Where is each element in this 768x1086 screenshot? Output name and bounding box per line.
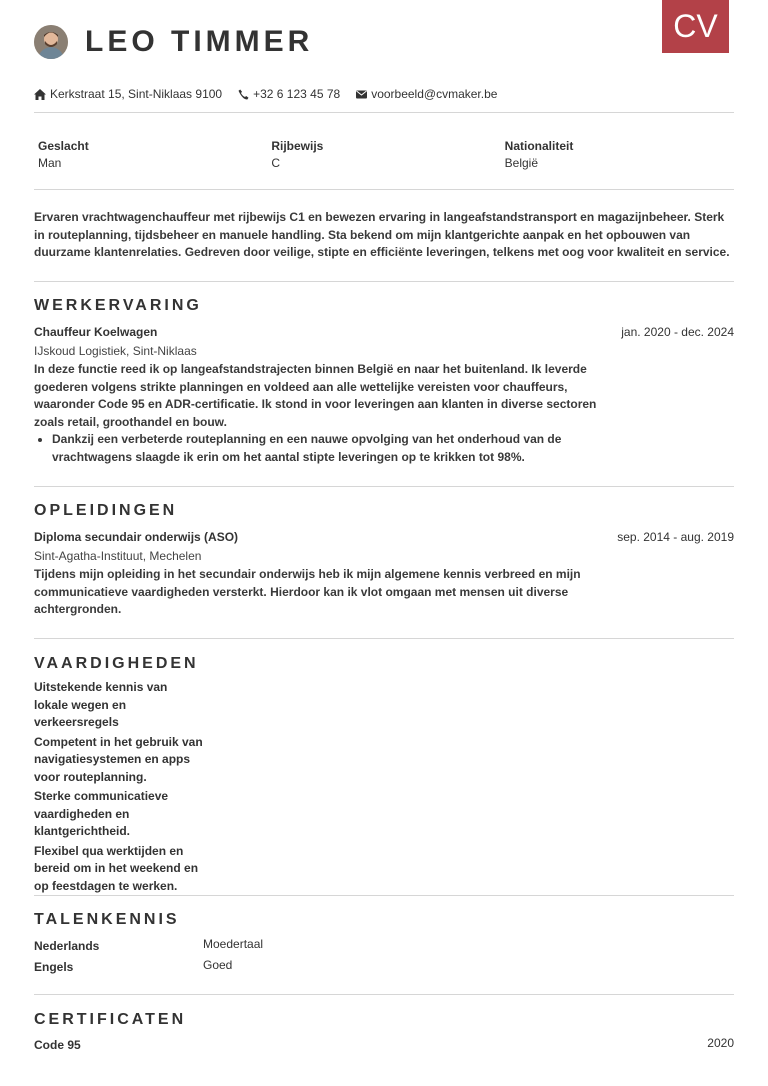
- job-bullet: • Dankzij een verbeterde routeplanning en een nauwe opvolging van het onderhoud van de vrachtwagens slaagde ik erin om het aantal stipte leveringen op te krikken tot 98%.: [52, 431, 632, 466]
- detail-label: Nationaliteit: [504, 139, 574, 153]
- contact-phone: [238, 87, 340, 101]
- education-school: Sint-Agatha-Instituut, Mechelen: [34, 549, 202, 563]
- detail-nationality: [501, 138, 734, 172]
- detail-value: Man: [38, 156, 62, 170]
- detail-gender: [34, 138, 267, 172]
- personal-details: [34, 138, 734, 172]
- skill-item: Sterke communicatieve vaardigheden en klantgerichtheid.: [34, 789, 169, 838]
- cv-badge: CV: [662, 0, 729, 53]
- education-entry: [34, 528, 734, 619]
- language-level: Goed: [203, 958, 233, 972]
- experience-entry: [34, 323, 734, 466]
- language-name: Nederlands: [34, 939, 100, 953]
- contact-bar: [34, 86, 734, 102]
- education-description: Tijdens mijn opleiding in het secundair onderwijs heb ik mijn algemene kennis verbreed en mijn communicatieve vaardigheden versterkt. Hierdoor kan ik vlot omgaan met mensen uit diverse achtergronden.: [34, 567, 581, 616]
- certificate-row: [34, 1037, 734, 1054]
- section-title-languages: TALENKENNIS: [34, 911, 180, 928]
- divider: [34, 189, 734, 190]
- job-description: In deze functie reed ik op langeafstandstrajecten binnen België en naar het buitenland. Ik leverde goederen volgens strikte planningen en voldeed aan alle wettelijke vereisten voor chauffeurs, waaronder Code 95 en ADR-certificatie. Ik stond in voor leveringen aan klanten in diverse sectoren zoals retail, groothandel en bouw.: [34, 362, 597, 429]
- skill-item: Competent in het gebruik van navigatiesystemen en apps voor routeplanning.: [34, 734, 203, 784]
- email-text: voorbeeld@cvmaker.be: [371, 87, 498, 101]
- contact-email: [356, 87, 497, 101]
- job-date: jan. 2020 - dec. 2024: [621, 325, 734, 339]
- avatar: [34, 25, 68, 59]
- section-title-experience: WERKERVARING: [34, 297, 202, 314]
- detail-value: C: [271, 156, 280, 170]
- candidate-name: LEO TIMMER: [85, 25, 314, 58]
- job-bullets: [34, 431, 632, 466]
- detail-value: België: [504, 156, 539, 170]
- contact-address: [34, 87, 222, 101]
- phone-icon: [238, 89, 249, 100]
- home-icon: [34, 89, 46, 100]
- section-title-education: OPLEIDINGEN: [34, 502, 178, 519]
- language-level: Moedertaal: [203, 937, 264, 951]
- divider: [34, 638, 734, 639]
- detail-license: [267, 138, 500, 172]
- divider: [34, 895, 734, 896]
- detail-label: Rijbewijs: [271, 139, 324, 153]
- degree-title: Diploma secundair onderwijs (ASO): [34, 530, 239, 544]
- section-title-skills: VAARDIGHEDEN: [34, 655, 199, 672]
- skills-list: [34, 679, 204, 897]
- divider: [34, 994, 734, 995]
- skill-item: Flexibel qua werktijden en bereid om in het weekend en op feestdagen te werken.: [34, 843, 199, 893]
- divider: [34, 281, 734, 282]
- job-title: Chauffeur Koelwagen: [34, 325, 158, 339]
- language-name: Engels: [34, 960, 74, 974]
- detail-label: Geslacht: [38, 139, 89, 153]
- mail-icon: [356, 90, 367, 99]
- address-text: Kerkstraat 15, Sint-Niklaas 9100: [50, 87, 223, 101]
- divider: [34, 486, 734, 487]
- phone-text: +32 6 123 45 78: [253, 87, 341, 101]
- job-employer: IJskoud Logistiek, Sint-Niklaas: [34, 344, 197, 358]
- certificate-year: 2020: [707, 1036, 734, 1050]
- divider: [34, 112, 734, 113]
- profile-summary: Ervaren vrachtwagenchauffeur met rijbewijs C1 en bewezen ervaring in langeafstandstransport en magazijnbeheer. Sterk in routeplanning, tijdsbeheer en manuele handling. Sta bekend om mijn klantgerichte aanpak en het opbouwen van duurzame klantenrelaties. Gedreven door veilige, stipte en efficiënte leveringen, telkens met oog voor kwaliteit en service.: [34, 210, 730, 259]
- skill-item: Uitstekende kennis van lokale wegen en verkeersregels: [34, 680, 168, 729]
- section-title-certificates: CERTIFICATEN: [34, 1011, 187, 1028]
- certificate-name: Code 95: [34, 1038, 81, 1052]
- education-date: sep. 2014 - aug. 2019: [617, 530, 734, 544]
